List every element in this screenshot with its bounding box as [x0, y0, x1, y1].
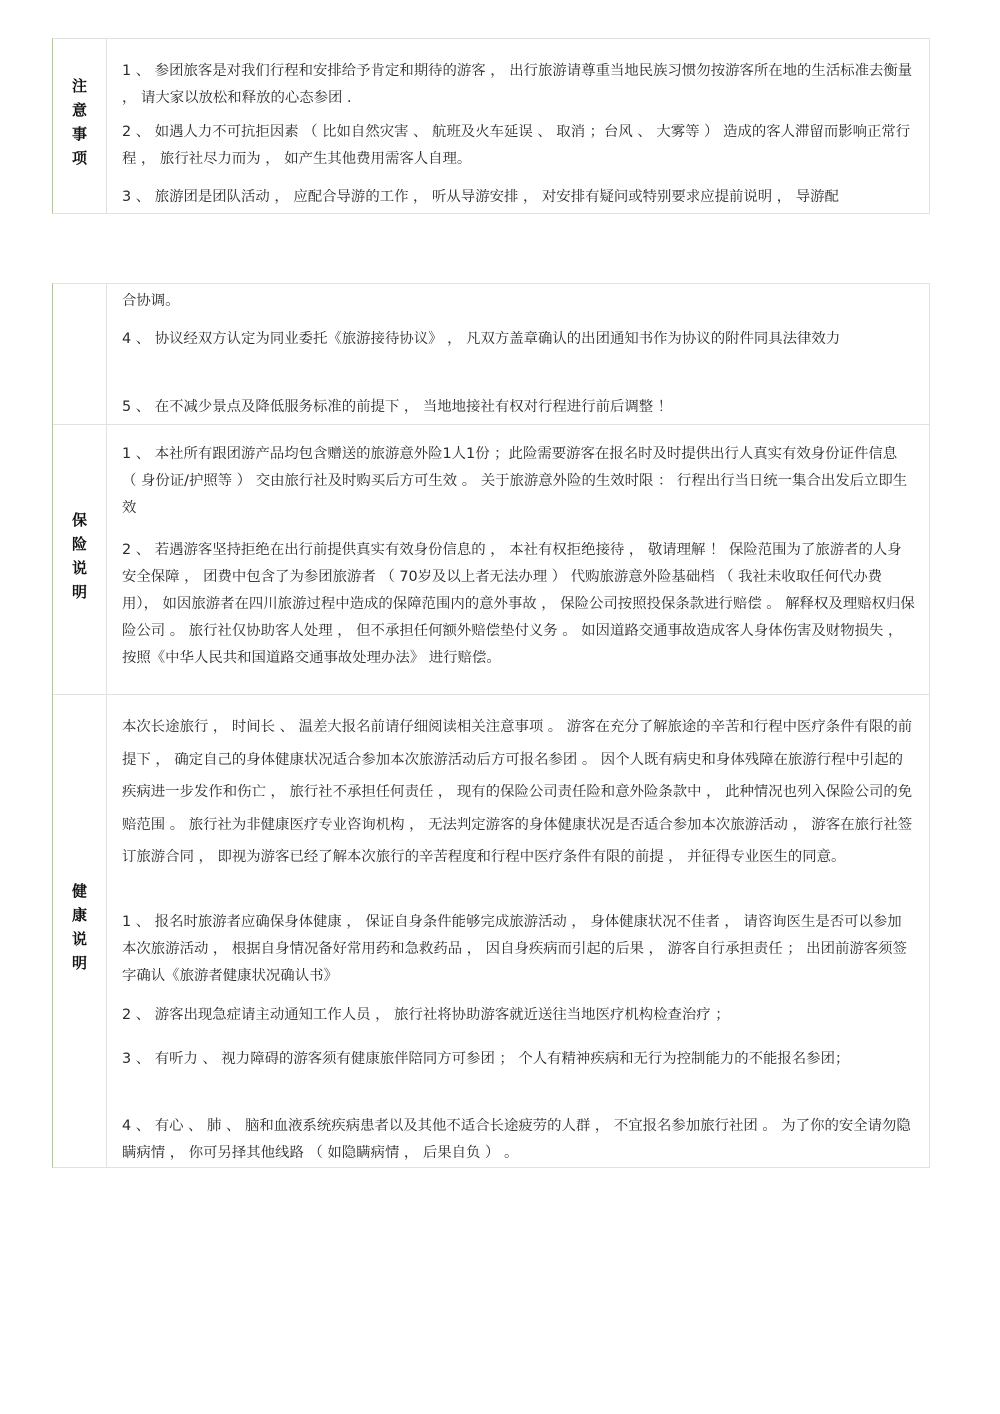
health-item-1: 1 、 报名时旅游者应确保身体健康 ， 保证自身条件能够完成旅游活动 ， 身体健康状况不佳者 ， 请咨询医生是否可以参加本次旅游活动 ， 根据自身情况备好常用药和急救药品 ， 因自身疾病而引起的后果 ， 游客自行承担责任 ； 出团前游客须签字确认《旅游者健康状况确认书》: [122, 914, 907, 984]
notes-table-part2: [52, 283, 930, 1168]
notes-label: 注意事项: [70, 78, 88, 174]
notes-item-2: 2 、 如遇人力不可抗拒因素 （ 比如自然灾害 、 航班及火车延误 、 取消 ；台风 、 大雾等 ） 造成的客人滞留而影响正常行程 ， 旅行社尽力而为 ， 如产生其他费用需客人自理。: [122, 124, 911, 167]
notes-continued-content: [107, 284, 929, 424]
insurance-label-cell: [53, 425, 107, 695]
notes-item-4: 4 、 协议经双方认定为同业委托《旅游接待协议》 ， 凡双方盖章确认的出团通知书作为协议的附件同具法律效力: [122, 331, 841, 347]
health-content: [107, 695, 929, 1167]
health-row: [53, 694, 929, 1167]
insurance-item-2: 2 、 若遇游客坚持拒绝在出行前提供真实有效身份信息的 ， 本社有权拒绝接待 ， 敬请理解 ！ 保险范围为了旅游者的人身安全保障 ， 团费中包含了为参团旅游者 （ 70岁及以上者无法办理 ） 代购旅游意外险基础档 （ 我社未收取任何代办费用）， 如因旅游者在四川旅游过程中造成的保障范围内的意外事故 ， 保险公司按照投保条款进行赔偿 。 解释权及理赔权归保险公司 。 旅行社仅协助客人处理 ， 但不承担任何额外赔偿垫付义务 。 如因道路交通事故造成客人身体伤害及财物损失 ， 按照《中华人民共和国道路交通事故处理办法》 进行赔偿。: [122, 542, 915, 666]
insurance-item-1: 1 、 本社所有跟团游产品均包含赠送的旅游意外险1人1份 ；此险需要游客在报名时及时提供出行人真实有效身份证件信息 （ 身份证/护照等 ） 交由旅行社及时购买后方可生效 。 关于旅游意外险的生效时限 ： 行程出行当日统一集合出发后立即生效: [122, 446, 908, 516]
insurance-label: 保险说明: [70, 512, 88, 608]
notes-item-3-continued: 合协调。: [122, 293, 180, 309]
health-item-3: 3 、 有听力 、 视力障碍的游客须有健康旅伴陪同方可参团 ； 个人有精神疾病和无行为控制能力的不能报名参团；: [122, 1051, 850, 1067]
notes-continued-label-cell: [53, 284, 107, 424]
notes-item-5: 5 、 在不减少景点及降低服务标准的前提下 ， 当地地接社有权对行程进行前后调整 ！: [122, 399, 673, 415]
health-label: 健康说明: [70, 883, 88, 979]
notes-item-1: 1 、 参团旅客是对我们行程和安排给予肯定和期待的游客 ， 出行旅游请尊重当地民族习惯勿按游客所在地的生活标准去衡量 ， 请大家以放松和释放的心态参团 .: [122, 63, 913, 106]
health-item-4: 4 、 有心 、 肺 、 脑和血液系统疾病患者以及其他不适合长途疲劳的人群 ， 不宜报名参加旅行社团 。 为了你的安全请勿隐瞒病情 ， 你可另择其他线路 （ 如隐瞒病情 ， 后果自负 ） 。: [122, 1118, 911, 1161]
health-intro: 本次长途旅行 ， 时间长 、 温差大报名前请仔细阅读相关注意事项 。 游客在充分了解旅途的辛苦和行程中医疗条件有限的前提下 ， 确定自己的身体健康状况适合参加本次旅游活动后方可报名参团 。 因个人既有病史和身体残障在旅游行程中引起的疾病进一步发作和伤亡 ， 旅行社不承担任何责任 ， 现有的保险公司责任险和意外险条款中 ， 此种情况也列入保险公司的免赔范围 。 旅行社为非健康医疗专业咨询机构 ， 无法判定游客的身体健康状况是否适合参加本次旅游活动 ， 游客在旅行社签订旅游合同 ， 即视为游客已经了解本次旅行的辛苦程度和行程中医疗条件有限的前提 ， 并征得专业医生的同意。: [122, 719, 913, 865]
notes-continued-row: [53, 284, 929, 424]
notes-item-3: 3 、 旅游团是团队活动 ， 应配合导游的工作 ， 听从导游安排 ， 对安排有疑问或特别要求应提前说明 ， 导游配: [122, 189, 839, 205]
notes-table-part1: [52, 38, 930, 214]
insurance-row: [53, 424, 929, 695]
notes-row: [53, 39, 929, 213]
notes-content: [107, 39, 929, 213]
insurance-content: [107, 425, 929, 695]
notes-label-cell: [53, 39, 107, 213]
health-label-cell: [53, 695, 107, 1167]
health-item-2: 2 、 游客出现急症请主动通知工作人员 ， 旅行社将协助游客就近送往当地医疗机构检查治疗 ；: [122, 1007, 730, 1023]
